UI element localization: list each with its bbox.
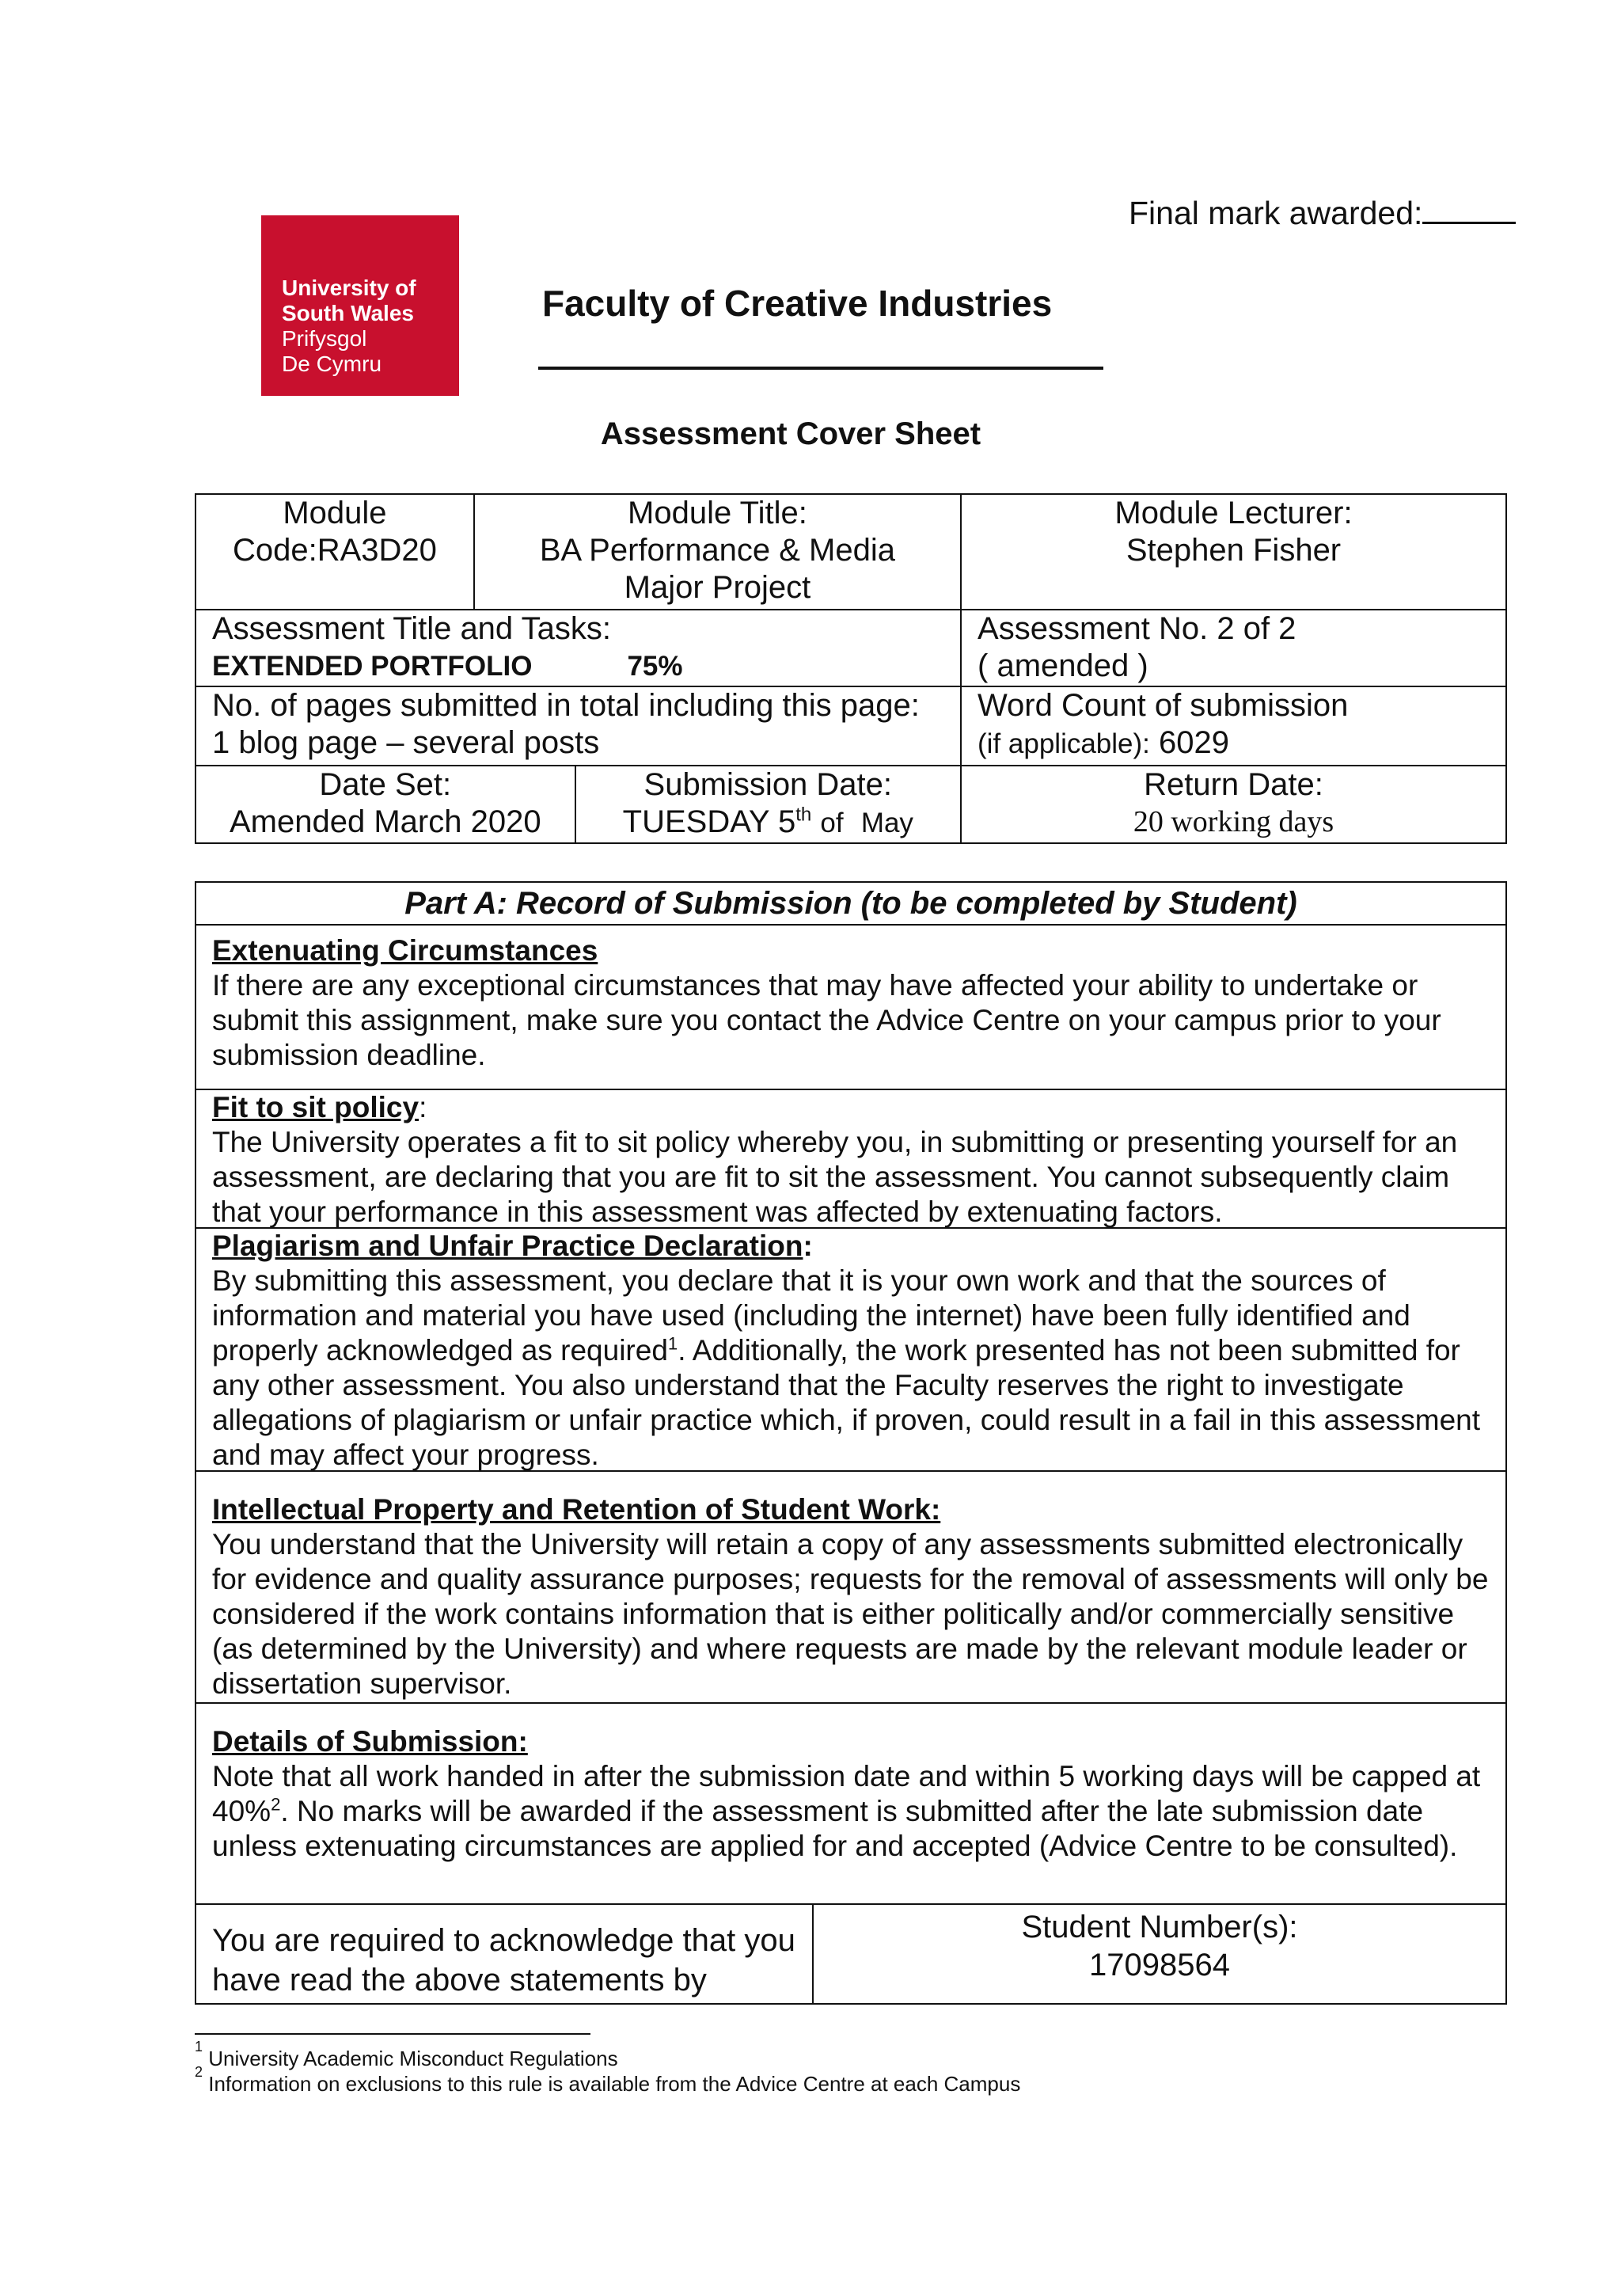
sheet-title <box>0 416 1621 452</box>
assessment-title-value: EXTENDED PORTFOLIO <box>212 651 533 682</box>
pages-cell <box>196 686 961 766</box>
fit-to-sit-colon: : <box>419 1091 427 1123</box>
footnote-1-mark: 1 <box>195 2039 203 2055</box>
logo-line-4: De Cymru <box>282 352 382 376</box>
footnote-ref-1: 1 <box>667 1333 678 1354</box>
module-code-value: Code:RA3D20 <box>232 533 437 568</box>
footnote-divider <box>195 2033 590 2035</box>
acknowledgement-row <box>196 1905 1505 2003</box>
submission-date-month: May <box>860 808 913 838</box>
lecturer-value: Stephen Fisher <box>1126 533 1342 568</box>
return-date-value: 20 working days <box>1133 805 1334 838</box>
return-date-cell <box>961 766 1506 843</box>
fit-to-sit-section <box>196 1090 1505 1229</box>
assessment-number-label: Assessment No. 2 of 2 <box>978 611 1296 646</box>
faculty-title: Faculty of Creative Industries <box>542 283 1053 324</box>
return-date-label: Return Date: <box>1144 767 1323 802</box>
pages-value: 1 blog page – several posts <box>212 725 600 760</box>
date-set-cell <box>196 766 575 843</box>
module-info-table <box>195 493 1507 844</box>
assessment-title-label: Assessment Title and Tasks: <box>212 611 611 646</box>
word-count-label: Word Count of submission <box>978 688 1349 723</box>
plagiarism-colon: : <box>803 1230 813 1262</box>
submission-date-label: Submission Date: <box>643 767 893 802</box>
submission-date-day: TUESDAY 5 <box>622 804 796 839</box>
plagiarism-heading: Plagiarism and Unfair Practice Declaration <box>212 1230 803 1262</box>
footnote-2-text: Information on exclusions to this rule is available from the Advice Centre at each Campus <box>208 2072 1021 2096</box>
fit-to-sit-text: The University operates a fit to sit policy whereby you, in submitting or presenting yourself for an assessment, are declaring that you are fit to sit the assessment. You cannot subsequently claim that your performance in this assessment was affected by extenuating factors. <box>212 1126 1458 1228</box>
assessment-title-cell <box>196 610 961 686</box>
word-count-value: 6029 <box>1159 725 1230 760</box>
module-code-cell <box>196 494 474 610</box>
module-lecturer-cell <box>961 494 1506 610</box>
student-number-cell <box>814 1905 1505 2003</box>
final-mark-blank <box>1422 195 1516 224</box>
part-a-heading: Part A: Record of Submission (to be completed by Student) <box>196 883 1505 926</box>
student-number-label: Student Number(s): <box>1021 1910 1298 1944</box>
assessment-number-cell <box>961 610 1506 686</box>
logo-line-3: Prifysgol <box>282 326 367 351</box>
plagiarism-text-b: . Additionally, the work presented has not been submitted for any other assessment. You also understand that the Faculty reserves the right to investigate allegations of plagiarism or unfair practice which, if proven, could result in a fail in this assessment and may affect your progress. <box>212 1334 1481 1471</box>
fit-to-sit-heading: Fit to sit policy <box>212 1091 419 1123</box>
date-set-value: Amended March 2020 <box>229 804 541 839</box>
sheet-title-text: Assessment Cover Sheet <box>600 416 981 451</box>
university-logo <box>261 215 459 396</box>
pages-label: No. of pages submitted in total including this page: <box>212 688 920 723</box>
module-title-line1: BA Performance & Media <box>539 533 895 568</box>
footnote-1 <box>195 2039 618 2071</box>
final-mark-awarded <box>1129 195 1516 232</box>
intellectual-property-text: You understand that the University will retain a copy of any assessments submitted electronically for evidence and quality assurance purposes; requests for the removal of assessments will only be considered if the work contains information that is either politically and/or commercially sensitive (as determined by the University) and where requests are made by the relevant module leader or dissertation supervisor. <box>212 1528 1489 1700</box>
logo-line-1: University of <box>282 276 416 300</box>
footnote-2 <box>195 2064 1021 2096</box>
details-text-a: Note that all work handed in after the submission date and within 5 working days will be capped at 40% <box>212 1760 1481 1827</box>
submission-date-cell <box>575 766 961 843</box>
intellectual-property-heading: Intellectual Property and Retention of Student Work: <box>212 1493 941 1526</box>
plagiarism-text-a: By submitting this assessment, you declare that it is your own work and that the sources of information and material you have used (including the internet) have been fully identified and properly acknowledged as required <box>212 1264 1410 1367</box>
extenuating-text: If there are any exceptional circumstances that may have affected your ability to undertake or submit this assignment, make sure you contact the Advice Centre on your campus prior to your submission deadline. <box>212 969 1441 1071</box>
final-mark-label: Final mark awarded: <box>1129 195 1423 231</box>
module-code-label: Module <box>283 496 387 530</box>
details-of-submission-section <box>196 1704 1505 1905</box>
submission-date-of: of <box>820 808 844 838</box>
student-number-value: 17098564 <box>1089 1948 1230 1982</box>
part-a-record-of-submission <box>195 881 1507 2005</box>
logo-line-2: South Wales <box>282 301 414 325</box>
footnote-2-mark: 2 <box>195 2064 203 2081</box>
title-underline <box>538 367 1103 370</box>
assessment-weight: 75% <box>627 651 683 682</box>
word-count-cell <box>961 686 1506 766</box>
extenuating-heading: Extenuating Circumstances <box>212 934 598 967</box>
module-title-cell <box>474 494 961 610</box>
submission-date-ordinal: th <box>795 804 812 826</box>
extenuating-section <box>196 926 1505 1090</box>
acknowledge-text: You are required to acknowledge that you have read the above statements by <box>196 1905 814 2003</box>
date-set-label: Date Set: <box>319 767 452 802</box>
plagiarism-section <box>196 1229 1505 1472</box>
word-count-note: (if applicable): <box>978 728 1150 759</box>
details-text-b: . No marks will be awarded if the assessment is submitted after the late submission date unless extenuating circumstances are applied for and accepted (Advice Centre to be consulted). <box>212 1795 1458 1862</box>
module-title-line2: Major Project <box>624 570 811 605</box>
intellectual-property-section <box>196 1472 1505 1704</box>
module-title-label: Module Title: <box>628 496 807 530</box>
footnote-1-text: University Academic Misconduct Regulations <box>208 2047 618 2070</box>
footnote-ref-2: 2 <box>271 1794 281 1815</box>
details-heading: Details of Submission: <box>212 1725 528 1758</box>
assessment-number-note: ( amended ) <box>978 648 1148 683</box>
lecturer-label: Module Lecturer: <box>1114 496 1353 530</box>
